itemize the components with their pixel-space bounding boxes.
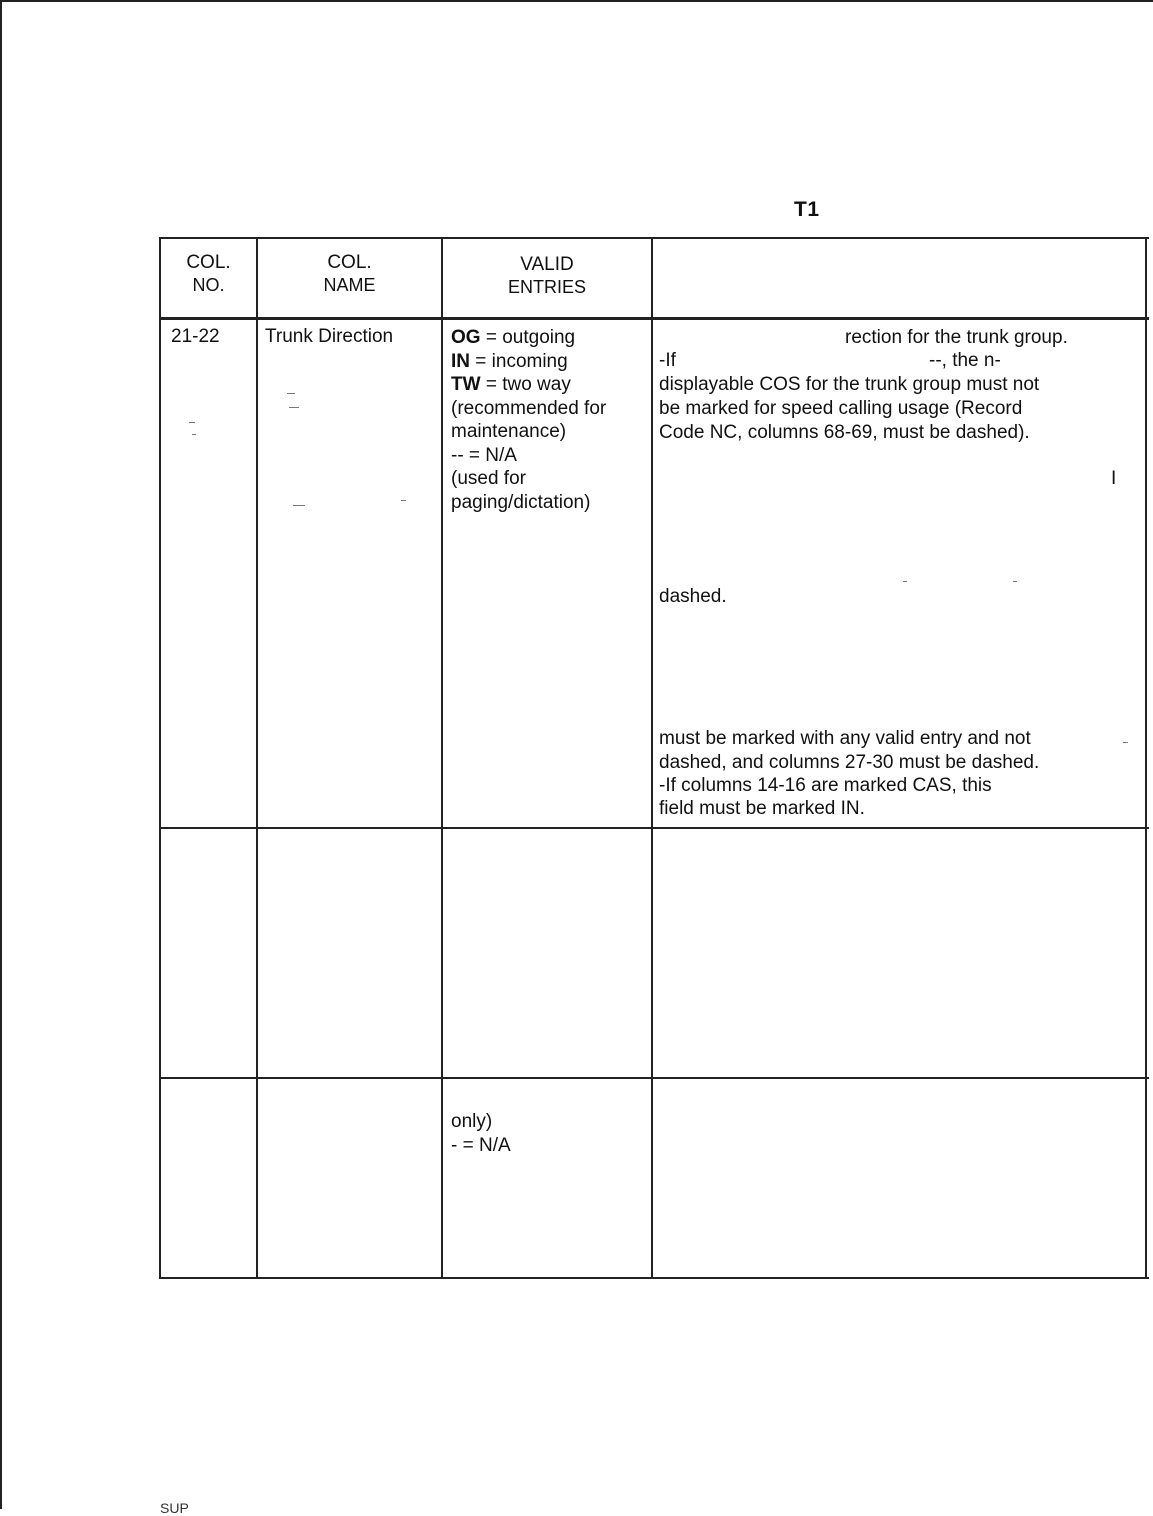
- header-col-no-line2: NO.: [192, 275, 225, 295]
- col-divider-2: [441, 237, 443, 1279]
- table-right-border: [1145, 237, 1147, 1279]
- scan-speck: [1123, 742, 1128, 743]
- header-col-no: [161, 251, 256, 297]
- col-divider-3: [651, 237, 653, 1279]
- header-col-name-line1: COL.: [327, 252, 372, 273]
- entry-na: -- = N/A: [451, 444, 517, 466]
- entry-og: OG = outgoing: [451, 327, 576, 348]
- scan-speck: [1013, 581, 1017, 582]
- header-col-name: [258, 251, 441, 297]
- desc-line-9: dashed, and columns 27-30 must be dashed.: [659, 752, 1040, 773]
- row1-col-name: Trunk Direction: [265, 326, 394, 347]
- desc-line-10: -If columns 14-16 are marked CAS, this: [659, 775, 992, 796]
- header-valid-entries-line1: VALID: [520, 254, 574, 275]
- row3-valid-entries: [451, 1110, 511, 1157]
- row3-entry-line-1: only): [451, 1111, 493, 1132]
- scan-speck: [903, 581, 907, 582]
- desc-line-5: Code NC, columns 68-69, must be dashed).: [659, 422, 1030, 443]
- desc-line-6: I: [1111, 468, 1117, 489]
- header-valid-entries-line2: ENTRIES: [507, 277, 586, 297]
- entry-na-note-2: paging/dictation): [451, 491, 591, 513]
- desc-line-4: be marked for speed calling usage (Record: [659, 398, 1023, 419]
- entry-tw: TW = two way: [451, 374, 571, 395]
- desc-line-2a: -If: [659, 350, 676, 371]
- desc-line-3: displayable COS for the trunk group must not: [659, 374, 1040, 395]
- entry-tw-note-1: (recommended for: [451, 397, 607, 419]
- page-title: T1: [794, 198, 820, 221]
- desc-line-2b: --, the n-: [929, 350, 1001, 371]
- scan-speck: [189, 422, 195, 423]
- scan-speck: [287, 393, 295, 394]
- table-bottom-border: [159, 1277, 1149, 1279]
- entry-tw-note-2: maintenance): [451, 421, 567, 442]
- record-table: [159, 237, 1149, 1279]
- header-valid-entries: [443, 253, 651, 299]
- page-footer: SUP: [160, 1500, 189, 1516]
- desc-line-8: must be marked with any valid entry and not: [659, 728, 1031, 749]
- header-col-name-line2: NAME: [323, 275, 376, 295]
- entry-in: IN = incoming: [451, 350, 568, 372]
- desc-line-7: dashed.: [659, 586, 727, 607]
- desc-line-11: field must be marked IN.: [659, 798, 865, 819]
- row1-valid-entries: [451, 326, 606, 514]
- scan-speck: [289, 407, 299, 408]
- entry-na-note-1: (used for: [451, 468, 526, 489]
- row2-divider: [159, 1077, 1149, 1079]
- scan-speck: [192, 434, 196, 435]
- row1-divider: [159, 827, 1149, 829]
- header-divider: [159, 317, 1149, 320]
- desc-line-1: rection for the trunk group.: [845, 327, 1068, 348]
- scan-speck: [293, 505, 305, 506]
- scan-speck: [401, 500, 406, 501]
- table-left-border: [159, 237, 161, 1279]
- row3-entry-line-2: - = N/A: [451, 1134, 511, 1156]
- row1-col-no: 21-22: [171, 326, 220, 347]
- col-divider-1: [256, 237, 258, 1279]
- header-col-no-line1: COL.: [186, 252, 231, 273]
- table-top-border: [159, 237, 1149, 239]
